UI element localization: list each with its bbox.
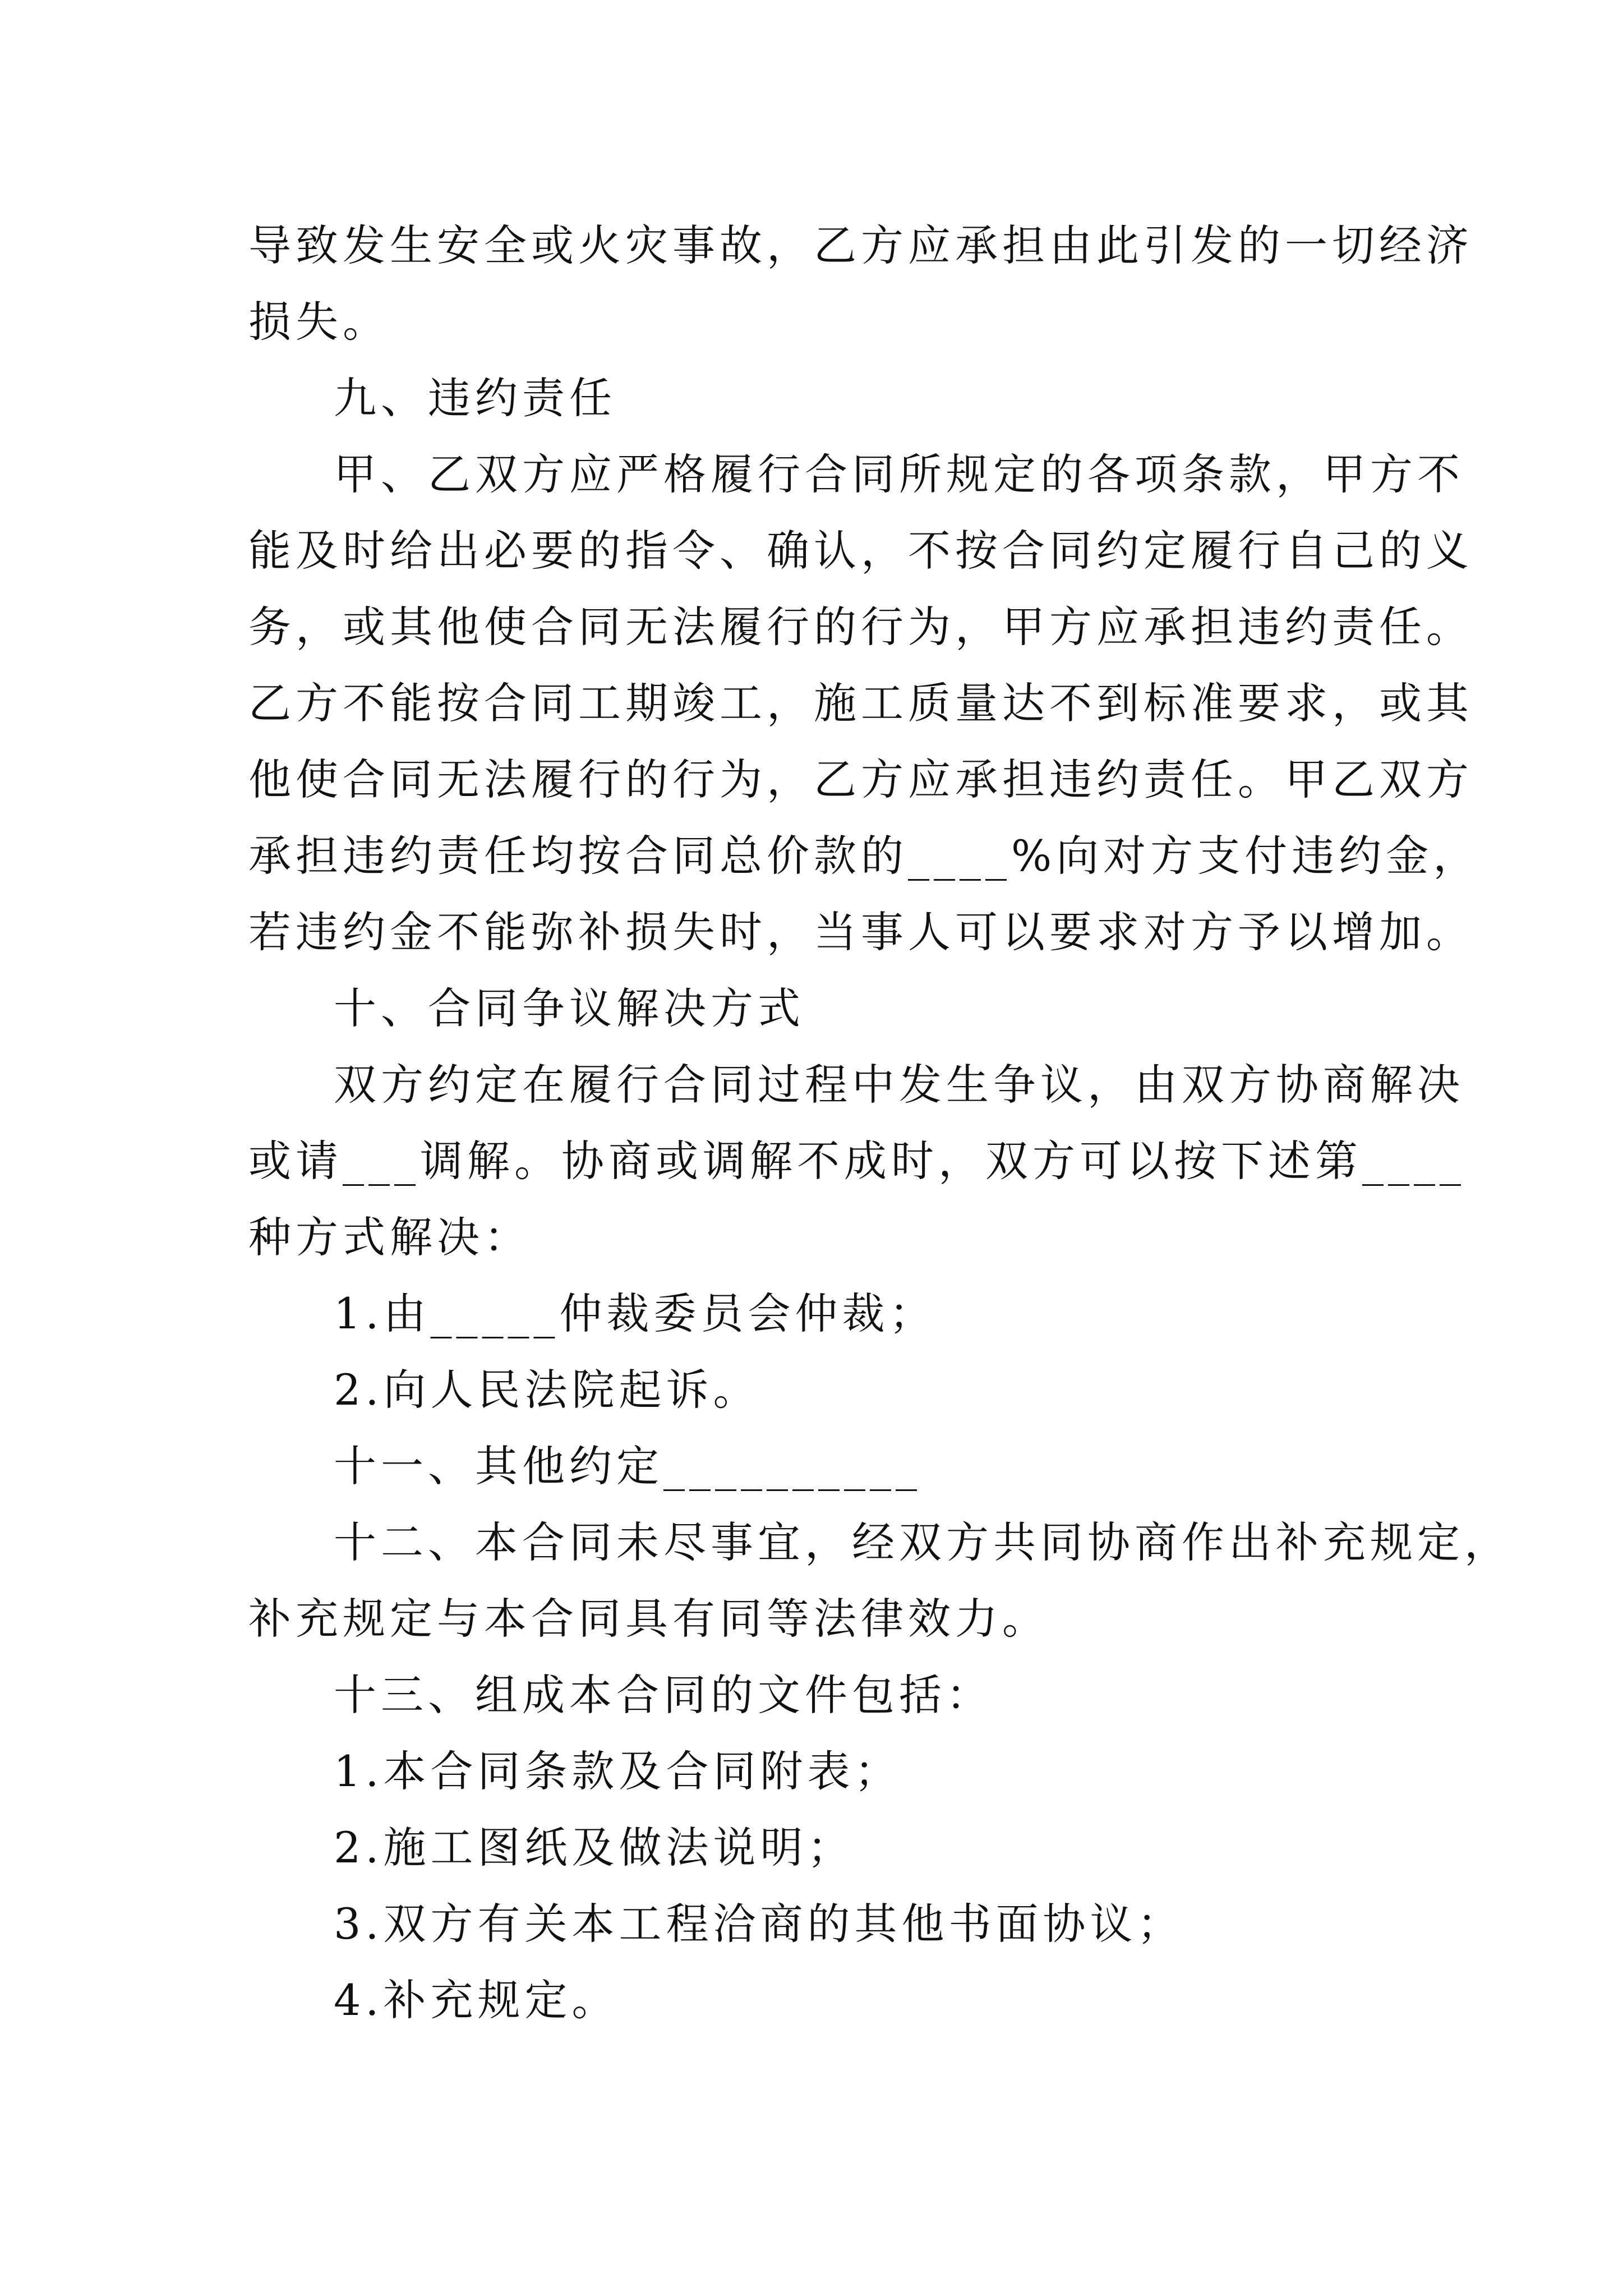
text-line-6: 务，或其他使合同无法履行的行为，甲方应承担违约责任。: [248, 602, 1473, 652]
text-line-9: 承担违约责任均按合同总价款的____%向对方支付违约金，: [248, 831, 1481, 881]
list-item-document-2: 2.施工图纸及做法说明；: [334, 1823, 855, 1872]
text-line-12: 双方约定在履行合同过程中发生争议，由双方协商解决: [334, 1060, 1464, 1110]
text-line-10: 若违约金不能弥补损失时，当事人可以要求对方予以增加。: [248, 907, 1473, 957]
section-heading-9: 九、违约责任: [334, 373, 616, 423]
list-item-arbitration: 1.由_____仲裁委员会仲裁；: [334, 1289, 937, 1338]
list-item-document-1: 1.本合同条款及合同附表；: [334, 1746, 902, 1796]
section-heading-11: 十一、其他约定__________: [334, 1441, 921, 1491]
section-heading-10: 十、合同争议解决方式: [334, 983, 805, 1033]
text-line-19: 补充规定与本合同具有同等法律效力。: [248, 1594, 1049, 1644]
text-line-14: 种方式解决：: [248, 1212, 531, 1262]
text-line-4: 甲、乙双方应严格履行合同所规定的各项条款，甲方不: [334, 449, 1464, 499]
list-item-document-4: 4.补充规定。: [334, 1975, 619, 2025]
text-line-7: 乙方不能按合同工期竣工，施工质量达不到标准要求，或其: [248, 678, 1473, 728]
text-line-2: 损失。: [248, 297, 390, 347]
list-item-lawsuit: 2.向人民法院起诉。: [334, 1365, 760, 1415]
section-heading-12: 十二、本合同未尽事宜，经双方共同协商作出补充规定，: [334, 1517, 1511, 1567]
text-line-5: 能及时给出必要的指令、确认，不按合同约定履行自己的义: [248, 526, 1473, 576]
section-heading-13: 十三、组成本合同的文件包括：: [334, 1670, 993, 1720]
contract-text: [248, 208, 1511, 2039]
text-line-1: 导致发生安全或火灾事故，乙方应承担由此引发的一切经济: [248, 220, 1473, 270]
list-item-document-3: 3.双方有关本工程洽商的其他书面协议；: [334, 1899, 1184, 1949]
text-line-8: 他使合同无法履行的行为，乙方应承担违约责任。甲乙双方: [248, 754, 1473, 804]
text-line-13: 或请___调解。协商或调解不成时，双方可以按下述第____: [248, 1136, 1465, 1186]
